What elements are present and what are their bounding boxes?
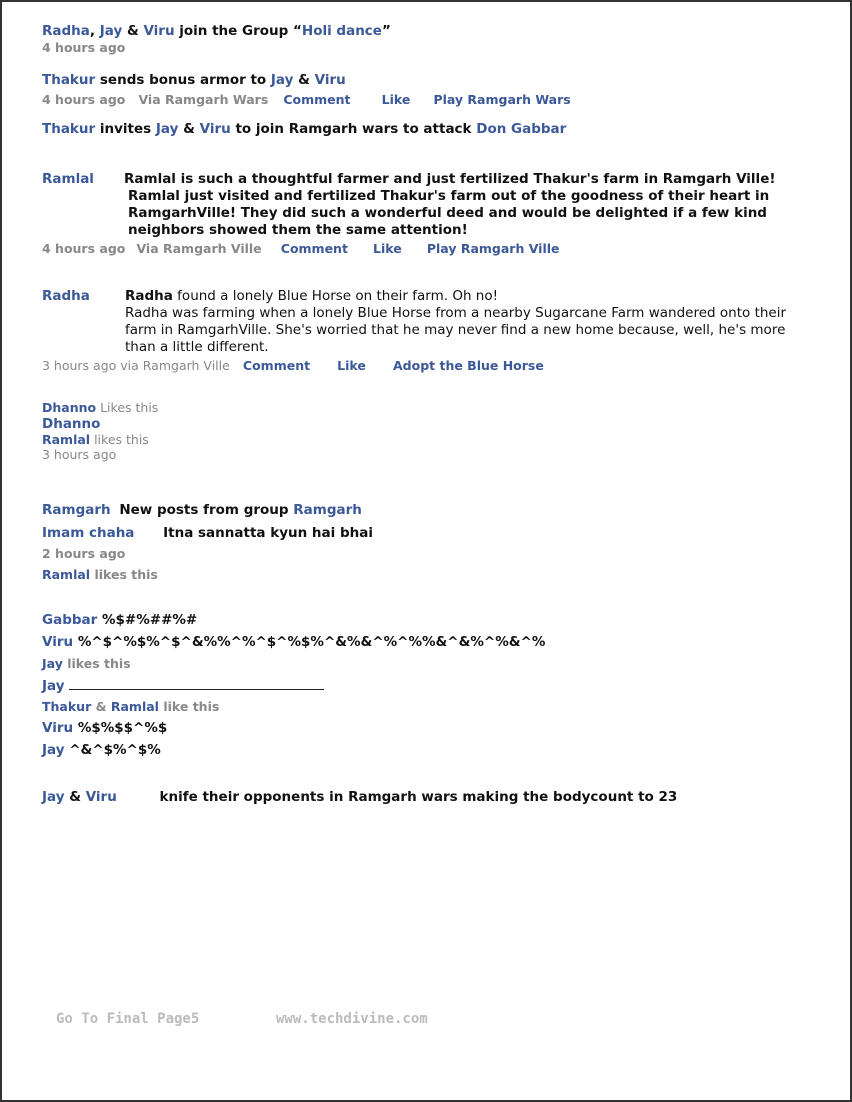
timestamp: 4 hours ago [42,241,126,256]
user-link-jay[interactable]: Jay [42,656,63,671]
user-link-viru[interactable]: Viru [42,720,74,736]
comment-text: %$%$$^%$ [77,720,168,736]
story-headline [125,288,498,304]
user-link-ramlal[interactable]: Ramlal [42,171,94,187]
comment-row [42,720,167,736]
user-link-gabbar[interactable]: Gabbar [42,612,98,628]
user-link-jay[interactable]: Jay [270,72,294,88]
story-text: knife their opponents in Ramgarh wars making the bodycount to 23 [159,789,678,805]
comment-text: %$#%##%# [102,612,198,628]
group-link-ramgarh[interactable]: Ramgarh [293,502,362,518]
comment-link[interactable]: Comment [280,241,348,256]
user-link-dhanno[interactable]: Dhanno [42,416,101,432]
likes-text: likes this [94,567,158,582]
group-link-holi-dance[interactable]: Holi dance [301,23,382,39]
user-link-jay[interactable]: Jay [155,121,179,137]
user-link-imam-chaha[interactable]: Imam chaha [42,525,135,541]
story-text-close: ” [381,23,391,39]
like-line [42,567,158,582]
ampersand: & [183,121,195,137]
story-text: join the Group “ [179,23,302,39]
likes-text: Likes this [100,400,159,415]
headline-text: found a lonely Blue Horse on their farm. Oh no! [172,288,499,304]
user-link-jay[interactable]: Jay [42,678,65,694]
user-link-dhanno[interactable]: Dhanno [42,400,97,415]
actor-name: Radha [125,288,173,304]
play-app-link[interactable]: Play Ramgarh Wars [433,92,571,107]
user-link-viru[interactable]: Viru [143,23,175,39]
ampersand: & [298,72,310,88]
user-link-thakur[interactable]: Thakur [42,72,96,88]
user-link-jay[interactable]: Jay [42,742,65,758]
comment-row [42,634,545,650]
story-meta [42,238,560,257]
ampersand: & [126,23,139,39]
story-bonus-armor [42,72,346,88]
timestamp: 4 hours ago [42,40,126,55]
story-headline: Ramlal is such a thoughtful farmer and just fertilized Thakur's farm in Ramgarh Ville! [124,171,776,187]
story-body: Radha was farming when a lonely Blue Horse from a nearby Sugarcane Farm wandered onto their farm in RamgarhVille. She's worried that he may never find a new home because, well, he's more than a little different. [125,305,787,355]
comment-link[interactable]: Comment [242,358,311,373]
via-app: Via Ramgarh Wars [138,92,269,107]
user-link-radha[interactable]: Radha [42,288,90,304]
comment-link[interactable]: Comment [283,92,351,107]
story-meta [42,89,571,108]
via-app: Via Ramgarh Ville [136,241,262,256]
user-link-viru[interactable]: Viru [314,72,346,88]
timestamp: 2 hours ago [42,546,126,561]
story-bodycount [42,789,677,805]
like-line [42,400,158,415]
timestamp: 3 hours ago via Ramgarh Ville [42,358,230,373]
group-link-ramgarh[interactable]: Ramgarh [42,502,111,518]
user-link-jay[interactable]: Jay [42,789,65,805]
separator: , [89,23,96,39]
comment-text: ^&^$%^$% [69,742,161,758]
story-group-posts [42,502,362,518]
post-text: Itna sannatta kyun hai bhai [163,525,373,541]
timestamp: 4 hours ago [42,92,126,107]
group-post [42,525,373,541]
comment-row [42,742,161,758]
likes-text: likes this [67,656,131,671]
user-link-viru[interactable]: Viru [85,789,117,805]
user-link-viru[interactable]: Viru [199,121,231,137]
user-link-ramlal[interactable]: Ramlal [42,567,91,582]
story-text: New posts from group [119,502,289,518]
like-link[interactable]: Like [381,92,411,107]
site-link[interactable]: www.techdivine.com [276,1011,428,1027]
story-invite [42,121,566,137]
user-link-ramlal[interactable]: Ramlal [110,699,159,714]
like-line [42,432,149,447]
like-line [42,699,219,714]
go-to-final-page-link[interactable]: Go To Final Page5 [56,1011,200,1027]
user-link-thakur[interactable]: Thakur [42,121,96,137]
adopt-blue-horse-link[interactable]: Adopt the Blue Horse [392,358,544,373]
story-meta [42,355,544,374]
story-body: Ramlal just visited and fertilized Thakur's farm out of the goodness of their heart in RamgarhVille! They did such a wonderful deed and would be delighted if a few kind neighbors showed them the same attention! [128,188,770,238]
story-text: sends bonus armor to [99,72,267,88]
user-link-radha[interactable]: Radha [42,23,90,39]
user-link-ramlal[interactable]: Ramlal [42,432,91,447]
comment-row [42,677,324,694]
story-text: to join Ramgarh wars to attack [235,121,472,137]
ampersand: & [69,789,82,805]
likes-text: likes this [94,432,149,447]
user-link-viru[interactable]: Viru [42,634,74,650]
like-line [42,656,131,671]
blank-comment-line [69,677,324,690]
like-link[interactable]: Like [373,241,402,256]
comment-text: %^$^%$%^$^&%%^%^$^%$%^&%&^%^%%&^&%^%&^% [77,634,546,650]
user-link-thakur[interactable]: Thakur [42,699,92,714]
timestamp: 3 hours ago [42,447,117,462]
user-link-don-gabbar[interactable]: Don Gabbar [476,121,567,137]
story-group-join [42,23,391,39]
story-text: invites [99,121,152,137]
like-link[interactable]: Like [337,358,366,373]
user-link-jay[interactable]: Jay [99,23,123,39]
ampersand: & [95,699,107,714]
play-app-link[interactable]: Play Ramgarh Ville [426,241,560,256]
likes-text: like this [163,699,220,714]
comment-row [42,612,197,628]
